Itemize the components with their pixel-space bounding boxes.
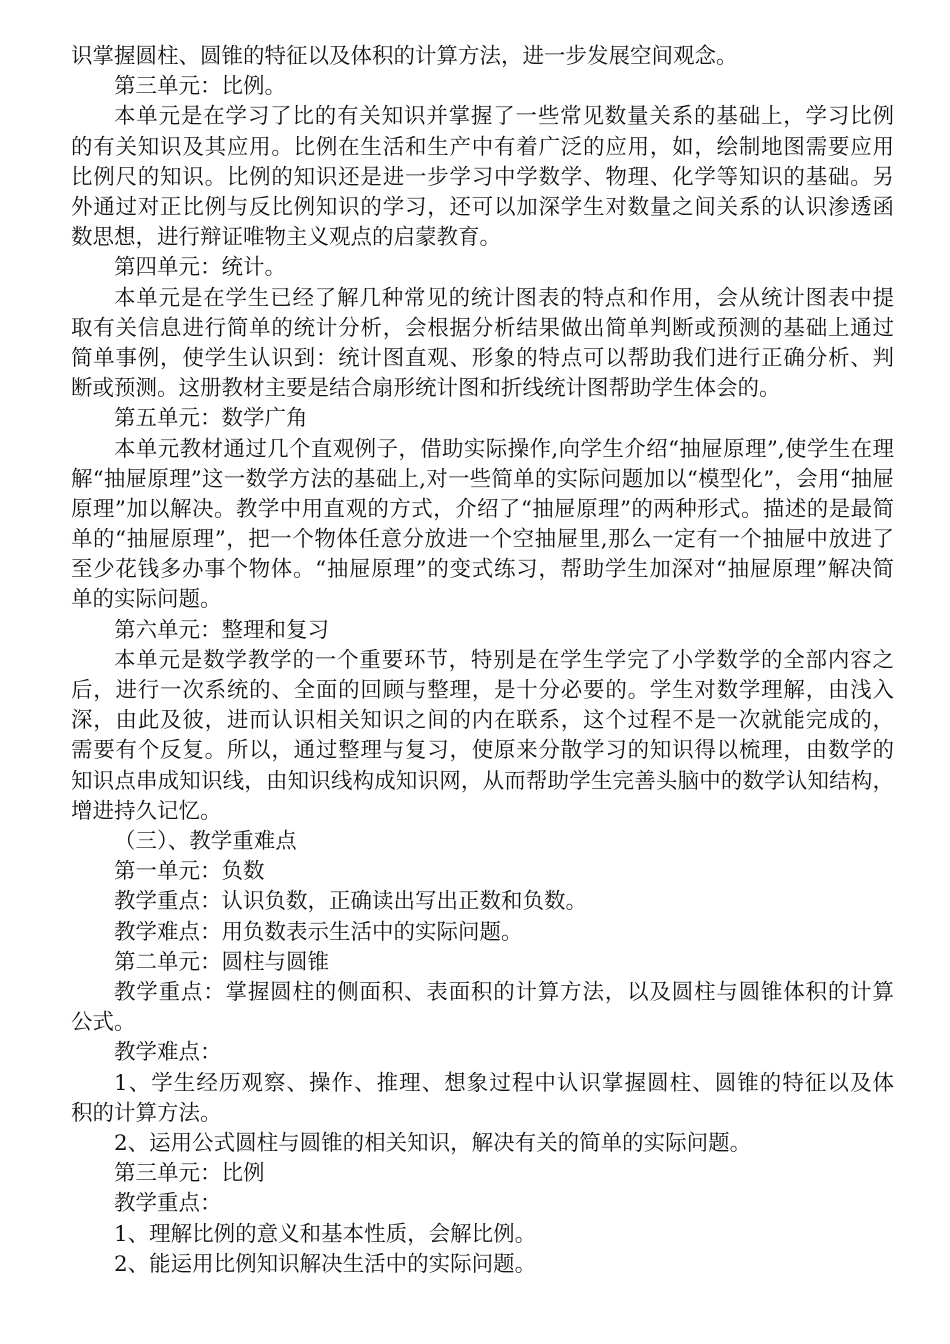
- list-item: 1、理解比例的意义和基本性质，会解比例。: [114, 1221, 537, 1247]
- unit-heading: 第二单元：圆柱与圆锥: [114, 949, 330, 975]
- unit-heading: 第五单元：数学广角: [114, 406, 308, 432]
- text-line: 教学重点：: [114, 1191, 222, 1217]
- text-line: 知识点串成知识线，由知识线构成知识网，从而帮助学生完善头脑中的数学认知结构，: [71, 768, 894, 794]
- text-line: 积的计算方法。: [71, 1100, 222, 1126]
- text-line: 数思想，进行辩证唯物主义观点的启蒙教育。: [71, 225, 502, 251]
- text-line: 识掌握圆柱、圆锥的特征以及体积的计算方法，进一步发展空间观念。: [71, 44, 738, 69]
- text-line: 教学难点：用负数表示生活中的实际问题。: [114, 919, 523, 945]
- text-line: 教学重点：认识负数，正确读出写出正数和负数。: [114, 889, 588, 915]
- unit-heading: 第六单元：整理和复习: [114, 617, 330, 643]
- text-line: 比例尺的知识。比例的知识还是进一步学习中学数学、物理、化学等知识的基础。另: [71, 164, 894, 190]
- text-line: 单的实际问题。: [71, 587, 222, 613]
- text-line: 需要有个反复。所以，通过整理与复习，使原来分散学习的知识得以梳理，由数学的: [71, 738, 894, 764]
- text-line: 本单元是数学教学的一个重要环节，特别是在学生学完了小学数学的全部内容之: [114, 647, 894, 673]
- text-line: 本单元教材通过几个直观例子，借助实际操作,向学生介绍“抽屉原理”,使学生在理: [114, 436, 894, 462]
- text-line: 教学重点：掌握圆柱的侧面积、表面积的计算方法，以及圆柱与圆锥体积的计算: [114, 980, 894, 1006]
- list-item: 2、运用公式圆柱与圆锥的相关知识，解决有关的简单的实际问题。: [114, 1131, 752, 1157]
- text-line: 增进持久记忆。: [71, 798, 222, 824]
- text-line: 教学难点：: [114, 1040, 222, 1066]
- text-line: 解“抽屉原理”这一数学方法的基础上,对一些简单的实际问题加以“模型化”，会用“抽屉: [71, 466, 894, 492]
- text-line: 至少花钱多办事个物体。“抽屉原理”的变式练习，帮助学生加深对“抽屉原理”解决简: [71, 557, 894, 583]
- text-line: 本单元是在学生已经了解几种常见的统计图表的特点和作用，会从统计图表中提: [114, 285, 894, 311]
- text-line: 公式。: [71, 1010, 136, 1036]
- text-line: 原理”加以解决。教学中用直观的方式，介绍了“抽屉原理”的两种形式。描述的是最简: [71, 496, 894, 522]
- list-item: 1、学生经历观察、操作、推理、想象过程中认识掌握圆柱、圆锥的特征以及体: [114, 1070, 894, 1096]
- unit-heading: 第三单元：比例: [114, 1161, 265, 1187]
- text-line: 深，由此及彼，进而认识相关知识之间的内在联系，这个过程不是一次就能完成的，: [71, 708, 894, 734]
- unit-heading: 第一单元：负数: [114, 859, 265, 885]
- text-line: 后，进行一次系统的、全面的回顾与整理，是十分必要的。学生对数学理解，由浅入: [71, 678, 894, 704]
- unit-heading: 第四单元：统计。: [114, 255, 287, 281]
- text-line: 本单元是在学习了比的有关知识并掌握了一些常见数量关系的基础上，学习比例: [114, 104, 894, 130]
- text-line: 外通过对正比例与反比例知识的学习，还可以加深学生对数量之间关系的认识渗透函: [71, 194, 894, 220]
- list-item: 2、能运用比例知识解决生活中的实际问题。: [114, 1251, 537, 1277]
- text-line: 取有关信息进行简单的统计分析，会根据分析结果做出简单判断或预测的基础上通过: [71, 315, 894, 341]
- text-line: 的有关知识及其应用。比例在生活和生产中有着广泛的应用，如，绘制地图需要应用: [71, 134, 894, 160]
- section-heading: （三）、教学重难点: [114, 829, 297, 855]
- text-line: 单的“抽屉原理”，把一个物体任意分放进一个空抽屉里,那么一定有一个抽屉中放进了: [71, 527, 894, 553]
- text-line: 简单事例，使学生认识到：统计图直观、形象的特点可以帮助我们进行正确分析、判: [71, 345, 894, 371]
- unit-heading: 第三单元：比例。: [114, 74, 287, 100]
- text-line: 断或预测。这册教材主要是结合扇形统计图和折线统计图帮助学生体会的。: [71, 376, 781, 402]
